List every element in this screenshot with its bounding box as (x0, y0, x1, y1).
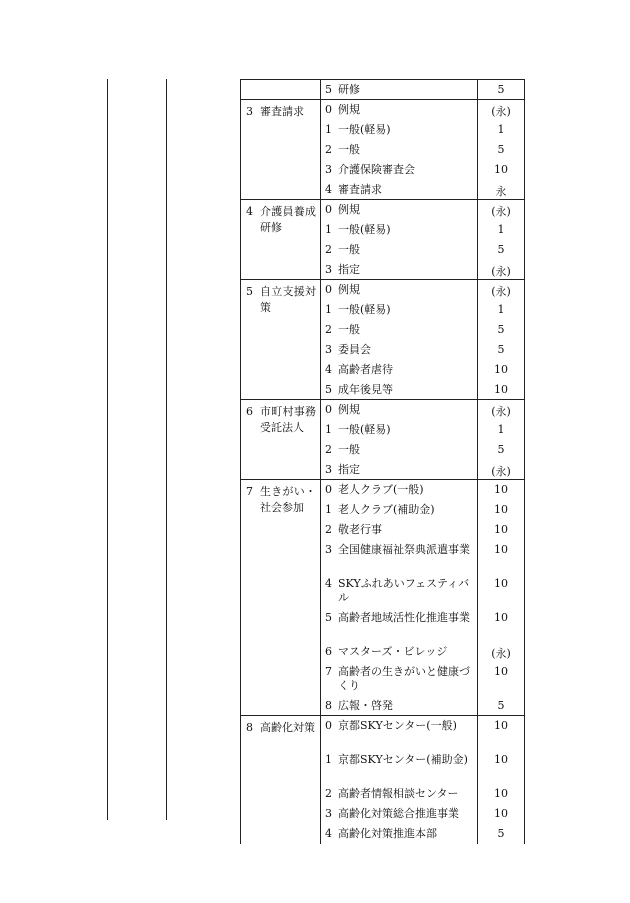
item-name: 一般(軽易) (338, 302, 391, 316)
item-number: 1 (325, 122, 332, 136)
retention-period: 1 (478, 120, 525, 140)
item-number: 1 (325, 502, 332, 516)
item-number: 1 (325, 422, 332, 436)
retention-period: 10 (478, 804, 525, 824)
retention-period: 5 (478, 140, 525, 160)
retention-period: 10 (478, 480, 525, 500)
retention-period: (永) (478, 460, 525, 480)
item-name: 例規 (338, 283, 360, 296)
item-name: 例規 (338, 203, 360, 216)
item-number: 8 (325, 698, 332, 712)
item-number: 1 (325, 222, 332, 236)
retention-period: 10 (478, 716, 525, 750)
item-cell (321, 100, 478, 120)
item-number: 2 (325, 522, 332, 536)
item-cell (321, 574, 478, 608)
item-number: 5 (325, 610, 332, 624)
table-row (241, 400, 525, 420)
item-number: 3 (325, 342, 332, 356)
item-number: 5 (325, 382, 332, 396)
item-name: 京都SKYセンター(一般) (338, 719, 457, 732)
table-row (241, 80, 525, 100)
item-name: 指定 (338, 262, 360, 276)
retention-period: 5 (478, 440, 525, 460)
retention-period: (永) (478, 260, 525, 280)
retention-period: 5 (478, 824, 525, 844)
section-cell (241, 80, 321, 100)
item-name: 例規 (338, 103, 360, 116)
item-cell (321, 160, 478, 180)
retention-period: 5 (478, 340, 525, 360)
item-name: 高齢者地域活性化推進事業 (338, 610, 470, 624)
table-row (241, 716, 525, 750)
item-cell (321, 360, 478, 380)
retention-period: 10 (478, 540, 525, 574)
table-row (241, 100, 525, 120)
item-number: 0 (325, 483, 332, 496)
item-name: 老人クラブ(補助金) (338, 502, 435, 516)
item-name: 成年後見等 (338, 382, 393, 396)
item-cell (321, 696, 478, 716)
item-name: 一般 (338, 322, 360, 336)
item-name: マスターズ・ビレッジ (338, 644, 448, 658)
section-cell (241, 480, 321, 716)
item-number: 4 (325, 182, 332, 196)
item-number: 3 (325, 262, 332, 276)
item-cell (321, 540, 478, 574)
retention-period: 10 (478, 500, 525, 520)
item-number: 0 (325, 103, 332, 116)
retention-period: 5 (478, 696, 525, 716)
item-cell (321, 750, 478, 784)
retention-period: 10 (478, 608, 525, 642)
retention-period: (永) (478, 200, 525, 220)
section-cell (241, 716, 321, 844)
item-cell (321, 220, 478, 240)
item-number: 0 (325, 403, 332, 416)
item-cell (321, 120, 478, 140)
item-number: 0 (325, 203, 332, 216)
table-row (241, 280, 525, 300)
item-number: 0 (325, 719, 332, 732)
retention-period: 10 (478, 360, 525, 380)
item-number: 3 (325, 462, 332, 476)
item-name: 審査請求 (338, 182, 382, 196)
item-name: 介護保険審査会 (338, 162, 415, 176)
retention-period: (永) (478, 400, 525, 420)
retention-period: 1 (478, 220, 525, 240)
item-cell (321, 784, 478, 804)
item-cell (321, 240, 478, 260)
item-number: 1 (325, 302, 332, 316)
item-number: 3 (325, 806, 332, 820)
retention-period: 1 (478, 420, 525, 440)
item-number: 7 (325, 664, 332, 678)
retention-period: (永) (478, 280, 525, 300)
table-row (241, 200, 525, 220)
section-name: 市町村事務受託法人 (260, 405, 316, 434)
section-name: 審査請求 (260, 105, 304, 118)
item-number: 2 (325, 322, 332, 336)
retention-period: 5 (478, 80, 525, 100)
item-name: 一般(軽易) (338, 122, 391, 136)
item-name: 研修 (338, 83, 360, 96)
section-cell (241, 200, 321, 280)
item-cell (321, 180, 478, 200)
item-number: 2 (325, 242, 332, 256)
item-number: 6 (325, 644, 332, 658)
item-name: 敬老行事 (338, 522, 382, 536)
retention-period: 10 (478, 160, 525, 180)
item-name: 一般 (338, 442, 360, 456)
section-number: 5 (246, 285, 253, 298)
item-number: 5 (325, 83, 332, 96)
section-name: 生きがい・社会参加 (260, 485, 316, 514)
retention-period: (永) (478, 642, 525, 662)
item-cell (321, 520, 478, 540)
item-name: 委員会 (338, 342, 371, 356)
item-cell (321, 480, 478, 500)
section-name: 高齢化対策 (260, 721, 315, 734)
item-number: 4 (325, 826, 332, 840)
retention-period: 10 (478, 520, 525, 540)
item-cell (321, 380, 478, 400)
retention-schedule-table (240, 79, 525, 844)
section-cell (241, 400, 321, 480)
item-number: 3 (325, 542, 332, 556)
table-row (241, 480, 525, 500)
section-name: 自立支援対策 (260, 285, 316, 314)
item-cell (321, 280, 478, 300)
item-cell (321, 200, 478, 220)
item-number: 0 (325, 283, 332, 296)
item-name: 一般 (338, 142, 360, 156)
retention-period: 10 (478, 784, 525, 804)
item-cell (321, 642, 478, 662)
item-cell (321, 716, 478, 750)
item-cell (321, 804, 478, 824)
retention-period: 5 (478, 320, 525, 340)
item-name: 例規 (338, 403, 360, 416)
item-name: 高齢化対策総合推進事業 (338, 806, 459, 820)
item-cell (321, 500, 478, 520)
retention-period: 10 (478, 662, 525, 696)
item-name: 高齢化対策推進本部 (338, 826, 437, 840)
item-cell (321, 140, 478, 160)
item-cell (321, 460, 478, 480)
item-name: 老人クラブ(一般) (338, 483, 424, 496)
section-number: 3 (246, 105, 253, 118)
item-name: 一般(軽易) (338, 222, 391, 236)
retention-period: 1 (478, 300, 525, 320)
item-number: 4 (325, 362, 332, 376)
column-rule-left (107, 79, 108, 820)
item-cell (321, 320, 478, 340)
item-number: 3 (325, 162, 332, 176)
item-name: 一般 (338, 242, 360, 256)
item-name: 一般(軽易) (338, 422, 391, 436)
retention-period: (永) (478, 100, 525, 120)
retention-period: 10 (478, 574, 525, 608)
item-name: 広報・啓発 (338, 698, 393, 712)
item-name: 高齢者の生きがいと健康づくり (338, 664, 470, 692)
section-name: 介護員養成研修 (260, 205, 316, 234)
item-cell (321, 608, 478, 642)
item-number: 2 (325, 442, 332, 456)
item-name: 高齢者情報相談センター (338, 786, 459, 800)
item-cell (321, 340, 478, 360)
item-number: 4 (325, 576, 332, 590)
section-cell (241, 280, 321, 400)
item-number: 2 (325, 142, 332, 156)
column-rule-middle (166, 79, 167, 820)
retention-period: 永 (478, 180, 525, 200)
section-number: 7 (246, 485, 253, 498)
item-name: SKYふれあいフェスティバル (338, 576, 470, 604)
item-cell (321, 420, 478, 440)
section-number: 4 (246, 205, 253, 218)
item-name: 京都SKYセンター(補助金) (338, 752, 468, 766)
item-cell (321, 440, 478, 460)
item-number: 2 (325, 786, 332, 800)
retention-period: 10 (478, 380, 525, 400)
item-cell (321, 662, 478, 696)
item-name: 全国健康福祉祭典派遣事業 (338, 542, 470, 556)
item-name: 高齢者虐待 (338, 362, 393, 376)
item-cell (321, 400, 478, 420)
section-number: 6 (246, 405, 253, 418)
retention-period: 10 (478, 750, 525, 784)
section-number: 8 (246, 721, 253, 734)
item-cell (321, 80, 478, 100)
item-cell (321, 260, 478, 280)
item-cell (321, 300, 478, 320)
retention-period: 5 (478, 240, 525, 260)
item-cell (321, 824, 478, 844)
item-number: 1 (325, 752, 332, 766)
item-name: 指定 (338, 462, 360, 476)
section-cell (241, 100, 321, 200)
